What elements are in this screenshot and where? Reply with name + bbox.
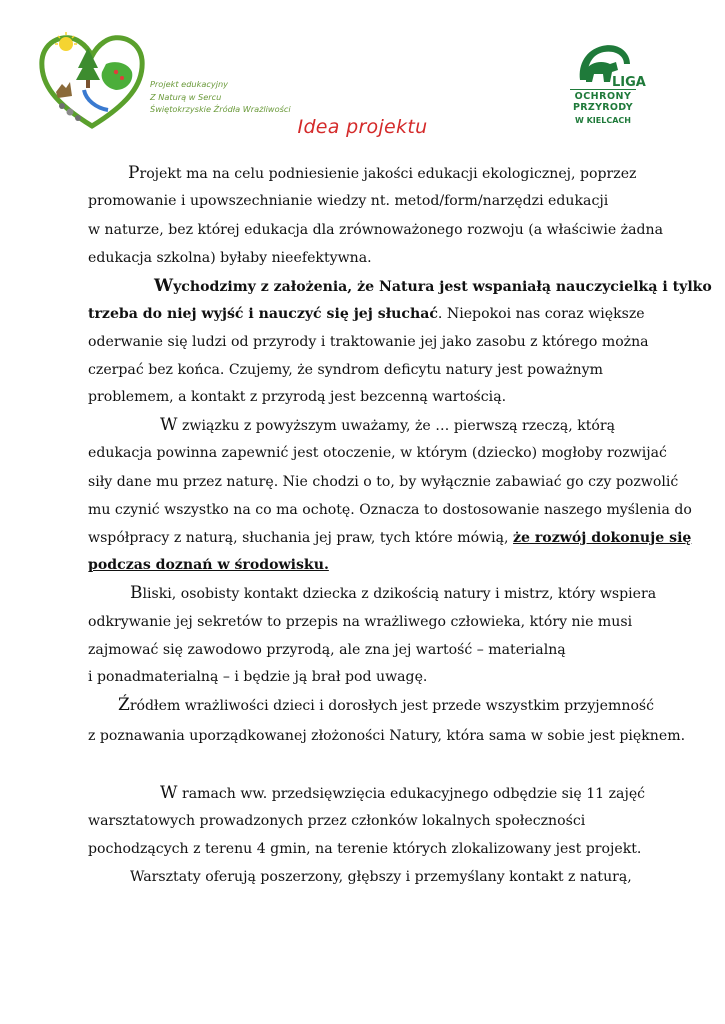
drop-cap: P [128, 163, 140, 183]
drop-cap: W [154, 276, 174, 296]
drop-cap: Ź [118, 695, 130, 715]
paragraph-line [160, 783, 645, 803]
paragraph-line: i ponadmaterialną – i będzie ją brał pod uwagę. [88, 669, 428, 685]
paragraph-line: odkrywanie jej sekretów to przepis na wrażliwego człowieka, który nie musi [88, 614, 633, 630]
paragraph-text: ramach ww. przedsięwzięcia edukacyjnego odbędzie się 11 zajęć [177, 786, 646, 802]
org-name-line: PRZYRODY [573, 102, 633, 113]
paragraph-line: zajmować się zawodowo przyrodą, ale zna jej wartość – materialną [88, 642, 566, 658]
paragraph-text: ychodzimy z założenia, że Natura jest wspaniałą nauczycielką i tylko [173, 279, 712, 295]
paragraph-line: oderwanie się ludzi od przyrody i traktowanie jej jako zasobu z którego można [88, 334, 649, 350]
bison-emblem-icon [572, 40, 646, 90]
project-logo-caption-line: Projekt edukacyjny [150, 79, 229, 89]
paragraph-line: promowanie i upowszechnianie wiedzy nt. metod/form/narzędzi edukacji [88, 193, 609, 209]
paragraph-line: warsztatowych prowadzonych przez członków lokalnych społeczności [88, 813, 586, 829]
paragraph-text: rojekt ma na celu podniesienie jakości edukacji ekologicznej, poprzez [139, 166, 637, 182]
paragraph-text: . Niepokoi nas coraz większe [437, 306, 645, 322]
paragraph-text: ródłem wrażliwości dzieci i dorosłych jest przede wszystkim przyjemność [129, 698, 655, 714]
org-name-line: OCHRONY [570, 89, 636, 102]
paragraph-line: problemem, a kontakt z przyrodą jest bezcenną wartością. [88, 389, 507, 405]
paragraph-line: siły dane mu przez naturę. Nie chodzi o to, by wyłącznie zabawiać go czy pozwolić [88, 474, 679, 490]
paragraph-line: edukacja szkolna) byłaby nieefektywna. [88, 250, 372, 266]
paragraph-line: czerpać bez końca. Czujemy, że syndrom deficytu natury jest poważnym [88, 362, 603, 378]
paragraph-line: edukacja powinna zapewnić jest otoczenie, w którym (dziecko) mogłoby rozwijać [88, 445, 667, 461]
paragraph-line: w naturze, bez której edukacja dla zrównoważonego rozwoju (a właściwie żadna [88, 222, 664, 238]
paragraph-line: pochodzących z terenu 4 gmin, na terenie których zlokalizowany jest projekt. [88, 841, 642, 857]
project-heart-logo [36, 26, 148, 130]
paragraph-text: współpracy z naturą, słuchania jej praw, tych które mówią, [88, 530, 513, 546]
paragraph-line [130, 583, 656, 603]
paragraph-line [128, 163, 636, 183]
paragraph-line: z poznawania uporządkowanej złożoności Natury, która sama w sobie jest pięknem. [88, 728, 686, 744]
emphasis-text: trzeba do niej wyjść i nauczyć się jej słuchać [88, 306, 438, 322]
paragraph-line [160, 415, 615, 435]
paragraph-line: mu czynić wszystko na co ma ochotę. Oznacza to dostosowanie naszego myślenia do [88, 502, 692, 518]
paragraph-text: liski, osobisty kontakt dziecka z dzikością natury i mistrz, który wspiera [142, 586, 657, 602]
paragraph-line: Warsztaty oferują poszerzony, głębszy i przemyślany kontakt z naturą, [130, 869, 632, 885]
project-logo-caption-line: Z Naturą w Sercu [150, 91, 222, 102]
project-logo-caption [150, 78, 291, 116]
paragraph-line [88, 530, 691, 546]
underlined-emphasis: że rozwój dokonuje się [513, 530, 692, 546]
liga-wordmark: LIGA [612, 75, 646, 90]
page-title: Idea projektu [297, 116, 428, 138]
drop-cap: W [160, 415, 178, 435]
paragraph-line [118, 695, 654, 715]
project-logo-caption-line: Świętokrzyskie Źródła Wrażliwości [150, 104, 291, 114]
org-name-line: W KIELCACH [575, 116, 631, 125]
paragraph-line: podczas doznań w środowisku. [88, 557, 329, 573]
paragraph-text: związku z powyższym uważamy, że … pierwszą rzeczą, którą [177, 418, 616, 434]
paragraph-line [88, 306, 645, 322]
paragraph-line [154, 276, 712, 296]
drop-cap: B [130, 583, 143, 603]
drop-cap: W [160, 783, 178, 803]
